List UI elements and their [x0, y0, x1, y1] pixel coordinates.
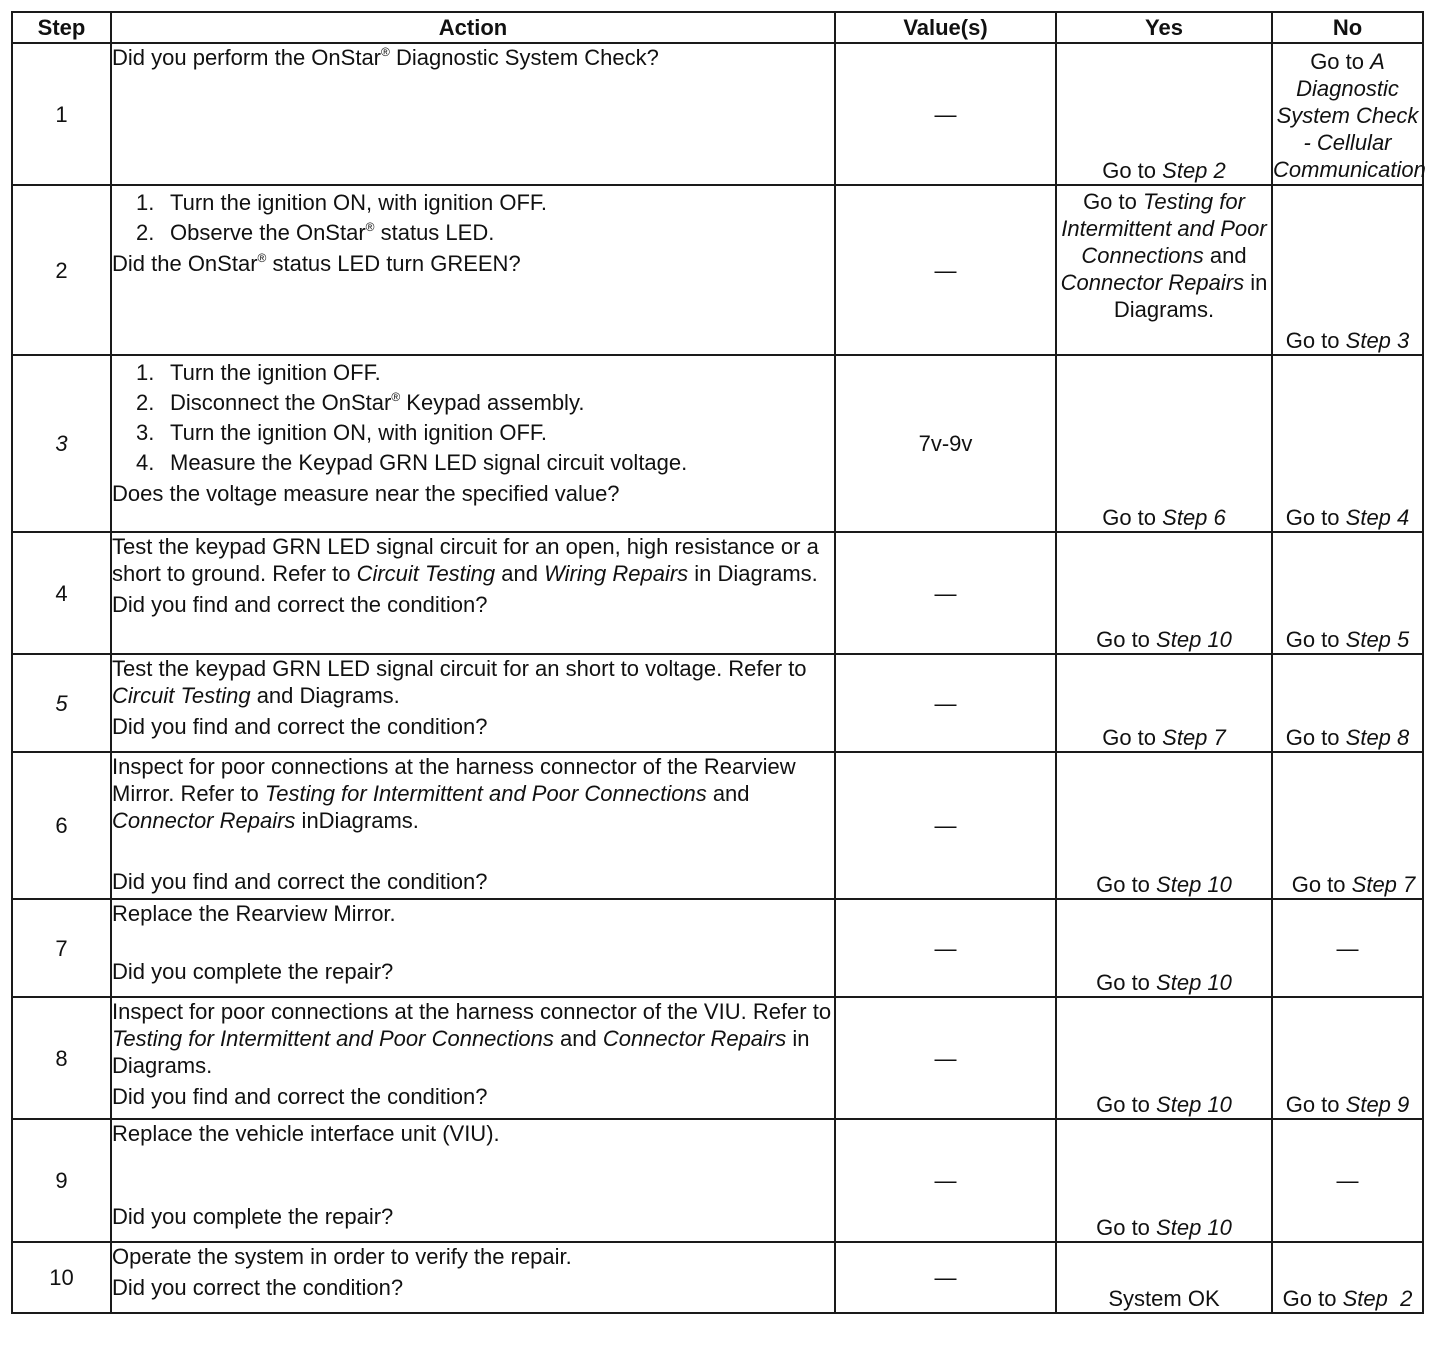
yes-link[interactable]: Step 10 — [1156, 1092, 1232, 1117]
no-link[interactable]: Step 8 — [1345, 725, 1410, 750]
table-row — [12, 654, 1423, 752]
no-link[interactable]: Step 5 — [1345, 627, 1410, 652]
action-cell — [111, 185, 835, 355]
registered-mark: ® — [257, 251, 267, 265]
go-to-text: Go to — [1291, 872, 1346, 897]
tail-text: in Diagrams. — [112, 1026, 810, 1078]
go-to-text: Go to — [1282, 1286, 1337, 1311]
no-cell — [1272, 752, 1423, 899]
action-cell — [111, 1119, 835, 1242]
step-number: 4 — [12, 532, 111, 654]
go-to-text: Go to — [1096, 627, 1150, 652]
list-item-text: Turn the ignition ON, with ignition OFF. — [170, 190, 548, 215]
reference-link[interactable]: Connector Repairs — [602, 1026, 787, 1051]
and-text: and — [706, 781, 750, 806]
registered-mark: ® — [381, 45, 390, 59]
list-item-text: Turn the ignition ON, with ignition OFF. — [170, 420, 548, 445]
go-to-text: Go to — [1096, 872, 1150, 897]
value-cell — [835, 997, 1056, 1119]
yes-cell — [1056, 752, 1272, 899]
go-to-text: Go to — [1285, 328, 1340, 353]
value-dash: — — [934, 1265, 957, 1290]
value-cell — [835, 532, 1056, 654]
value-dash: — — [934, 580, 957, 606]
step-number: 7 — [12, 899, 111, 997]
action-cell — [111, 532, 835, 654]
header-action: Action — [111, 12, 835, 43]
go-to-text: Go to — [1096, 1092, 1150, 1117]
value-cell — [835, 899, 1056, 997]
no-link[interactable]: A Diagnostic System Check - Cellular Communication — [1273, 49, 1426, 182]
list-item: 3. Turn the ignition ON, with ignition OFF. — [136, 420, 548, 445]
yes-cell — [1056, 532, 1272, 654]
action-cell — [111, 43, 835, 185]
yes-link[interactable]: Step 10 — [1156, 627, 1232, 652]
no-cell — [1272, 43, 1426, 185]
reference-link[interactable]: Circuit Testing — [356, 561, 496, 586]
reference-link[interactable]: Circuit Testing — [112, 683, 251, 708]
value-text: 7v-9v — [918, 431, 973, 456]
go-to-text: Go to — [1285, 725, 1340, 750]
value-cell — [835, 1242, 1056, 1313]
action-text: Inspect for poor connections at the harness connector of the VIU. Refer to — [112, 999, 832, 1024]
reference-link[interactable]: Connector Repairs — [112, 808, 296, 833]
action-cell — [111, 997, 835, 1119]
no-cell — [1272, 532, 1423, 654]
list-item-text: Measure the Keypad GRN LED signal circuit voltage. — [170, 450, 688, 475]
table-row — [12, 43, 1423, 185]
value-dash: — — [934, 1045, 957, 1071]
reference-link[interactable]: Wiring Repairs — [544, 561, 689, 586]
go-to-text: Go to — [1102, 158, 1157, 183]
reference-link[interactable]: Testing for Intermittent and Poor Connections — [112, 1026, 554, 1051]
question-text: Did you find and correct the condition? — [112, 592, 488, 617]
value-cell — [835, 1119, 1056, 1242]
action-text: Operate the system in order to verify the repair. — [112, 1244, 572, 1269]
table-row — [12, 899, 1423, 997]
action-cell — [111, 899, 835, 997]
tail-text: inDiagrams. — [295, 808, 419, 833]
question-text: Did you find and correct the condition? — [112, 869, 488, 894]
yes-cell — [1056, 1242, 1272, 1313]
action-cell — [111, 1242, 835, 1313]
action-text: Test the keypad GRN LED signal circuit for an short to voltage. Refer to — [112, 656, 807, 681]
action-text: Inspect for poor connections at the harness connector of the Rearview Mirror. Refer to — [112, 754, 796, 806]
header-values: Value(s) — [835, 12, 1056, 43]
no-link[interactable]: Step 4 — [1345, 505, 1410, 530]
action-cell — [111, 355, 835, 532]
value-dash: — — [934, 813, 957, 838]
go-to-text: Go to — [1102, 725, 1157, 750]
registered-mark: ® — [391, 390, 401, 404]
list-item-text: status LED. — [374, 220, 495, 245]
no-cell — [1272, 1242, 1423, 1313]
go-to-text: Go to — [1310, 49, 1364, 74]
yes-link[interactable]: Step 2 — [1162, 158, 1226, 183]
list-item: 4. Measure the Keypad GRN LED signal circuit voltage. — [136, 450, 688, 475]
no-link[interactable]: Step 3 — [1345, 328, 1410, 353]
yes-link[interactable]: Step 10 — [1156, 872, 1232, 897]
list-item: 2. Observe the OnStar® status LED. — [136, 220, 495, 245]
yes-cell — [1056, 654, 1272, 752]
list-item-text: Observe the OnStar — [170, 220, 366, 245]
table-row — [12, 185, 1423, 355]
yes-cell — [1056, 355, 1272, 532]
action-text: Replace the vehicle interface unit (VIU). — [112, 1121, 500, 1146]
value-dash: — — [934, 1168, 957, 1193]
table-row — [12, 997, 1423, 1119]
action-text: Diagnostic System Check? — [389, 45, 659, 70]
no-dash: — — [1336, 1168, 1359, 1193]
step-number: 1 — [12, 43, 111, 185]
go-to-text: Go to — [1083, 189, 1137, 214]
value-dash: — — [934, 935, 957, 961]
no-dash: — — [1336, 935, 1359, 961]
table-row — [12, 1242, 1423, 1313]
yes-cell — [1056, 43, 1272, 185]
table-row — [12, 752, 1423, 899]
action-cell — [111, 654, 835, 752]
action-text: Replace the Rearview Mirror. — [112, 901, 396, 926]
action-cell — [111, 752, 835, 899]
step-number: 3 — [12, 355, 111, 532]
tail-text: in Diagrams. — [1113, 270, 1268, 322]
question-text: status LED turn GREEN? — [266, 251, 521, 276]
and-text: and — [495, 561, 545, 586]
no-cell — [1272, 355, 1423, 532]
question-text: Did you correct the condition? — [112, 1275, 404, 1300]
value-cell — [835, 654, 1056, 752]
question-text: Does the voltage measure near the specified value? — [112, 481, 620, 506]
no-link[interactable]: Step 7 — [1351, 872, 1416, 897]
no-cell — [1272, 654, 1423, 752]
list-item-text: Keypad assembly. — [400, 390, 585, 415]
value-cell — [835, 43, 1056, 185]
yes-cell — [1056, 899, 1272, 997]
no-link[interactable]: Step 9 — [1345, 1092, 1410, 1117]
tail-text: in Diagrams. — [688, 561, 818, 586]
header-no: No — [1272, 12, 1423, 43]
reference-link[interactable]: Testing for Intermittent and Poor Connections — [264, 781, 707, 806]
step-number: 6 — [12, 752, 111, 899]
list-item: 2. Disconnect the OnStar® Keypad assembly. — [136, 390, 585, 415]
go-to-text: Go to — [1285, 1092, 1340, 1117]
action-text: Test the keypad GRN LED signal circuit for an open, high resistance or a short to ground. Refer to — [112, 534, 819, 586]
header-yes: Yes — [1056, 12, 1272, 43]
go-to-text: Go to — [1096, 1215, 1150, 1240]
yes-cell — [1056, 1119, 1272, 1242]
no-link[interactable]: Step 2 — [1342, 1286, 1413, 1311]
question-text: Did you complete the repair? — [112, 1204, 394, 1229]
value-dash: — — [934, 101, 957, 127]
question-text: Did the OnStar — [112, 251, 258, 276]
system-ok-text: System OK — [1108, 1286, 1220, 1311]
step-number: 2 — [12, 185, 111, 355]
no-cell — [1272, 185, 1423, 355]
value-dash: — — [934, 690, 957, 716]
no-cell — [1272, 899, 1423, 997]
no-cell — [1272, 997, 1423, 1119]
registered-mark: ® — [365, 220, 375, 234]
list-item-text: Turn the ignition OFF. — [170, 360, 381, 385]
and-text: and — [1203, 243, 1247, 268]
step-number: 9 — [12, 1119, 111, 1242]
list-item: 1. Turn the ignition OFF. — [136, 360, 381, 385]
table-row — [12, 532, 1423, 654]
value-dash: — — [934, 257, 957, 283]
question-text: Did you find and correct the condition? — [112, 714, 488, 739]
tail-text: and Diagrams. — [250, 683, 400, 708]
action-text: Did you perform the OnStar — [112, 45, 382, 70]
go-to-text: Go to — [1102, 505, 1157, 530]
go-to-text: Go to — [1285, 627, 1340, 652]
step-number: 5 — [12, 654, 111, 752]
yes-cell — [1056, 185, 1272, 355]
step-number: 10 — [12, 1242, 111, 1313]
list-item: 1. Turn the ignition ON, with ignition OFF. — [136, 190, 548, 215]
go-to-text: Go to — [1096, 970, 1150, 995]
question-text: Did you find and correct the condition? — [112, 1084, 488, 1109]
diagnostic-table — [11, 11, 1424, 1314]
table-row — [12, 355, 1423, 532]
no-cell — [1272, 1119, 1423, 1242]
yes-link[interactable]: Testing for Intermittent and Poor Connections — [1061, 189, 1267, 268]
header-step: Step — [12, 12, 111, 43]
go-to-text: Go to — [1285, 505, 1340, 530]
yes-link[interactable]: Step 10 — [1156, 1215, 1232, 1240]
yes-link[interactable]: Step 6 — [1162, 505, 1226, 530]
yes-link[interactable]: Step 7 — [1162, 725, 1226, 750]
value-cell — [835, 185, 1056, 355]
yes-cell — [1056, 997, 1272, 1119]
table-row — [12, 1119, 1423, 1242]
header-row — [12, 12, 1423, 43]
and-text: and — [553, 1026, 603, 1051]
yes-link[interactable]: Step 10 — [1156, 970, 1232, 995]
list-item-text: Disconnect the OnStar — [170, 390, 392, 415]
step-number: 8 — [12, 997, 111, 1119]
question-text: Did you complete the repair? — [112, 959, 394, 984]
value-cell — [835, 355, 1056, 532]
yes-link[interactable]: Connector Repairs — [1060, 270, 1245, 295]
value-cell — [835, 752, 1056, 899]
